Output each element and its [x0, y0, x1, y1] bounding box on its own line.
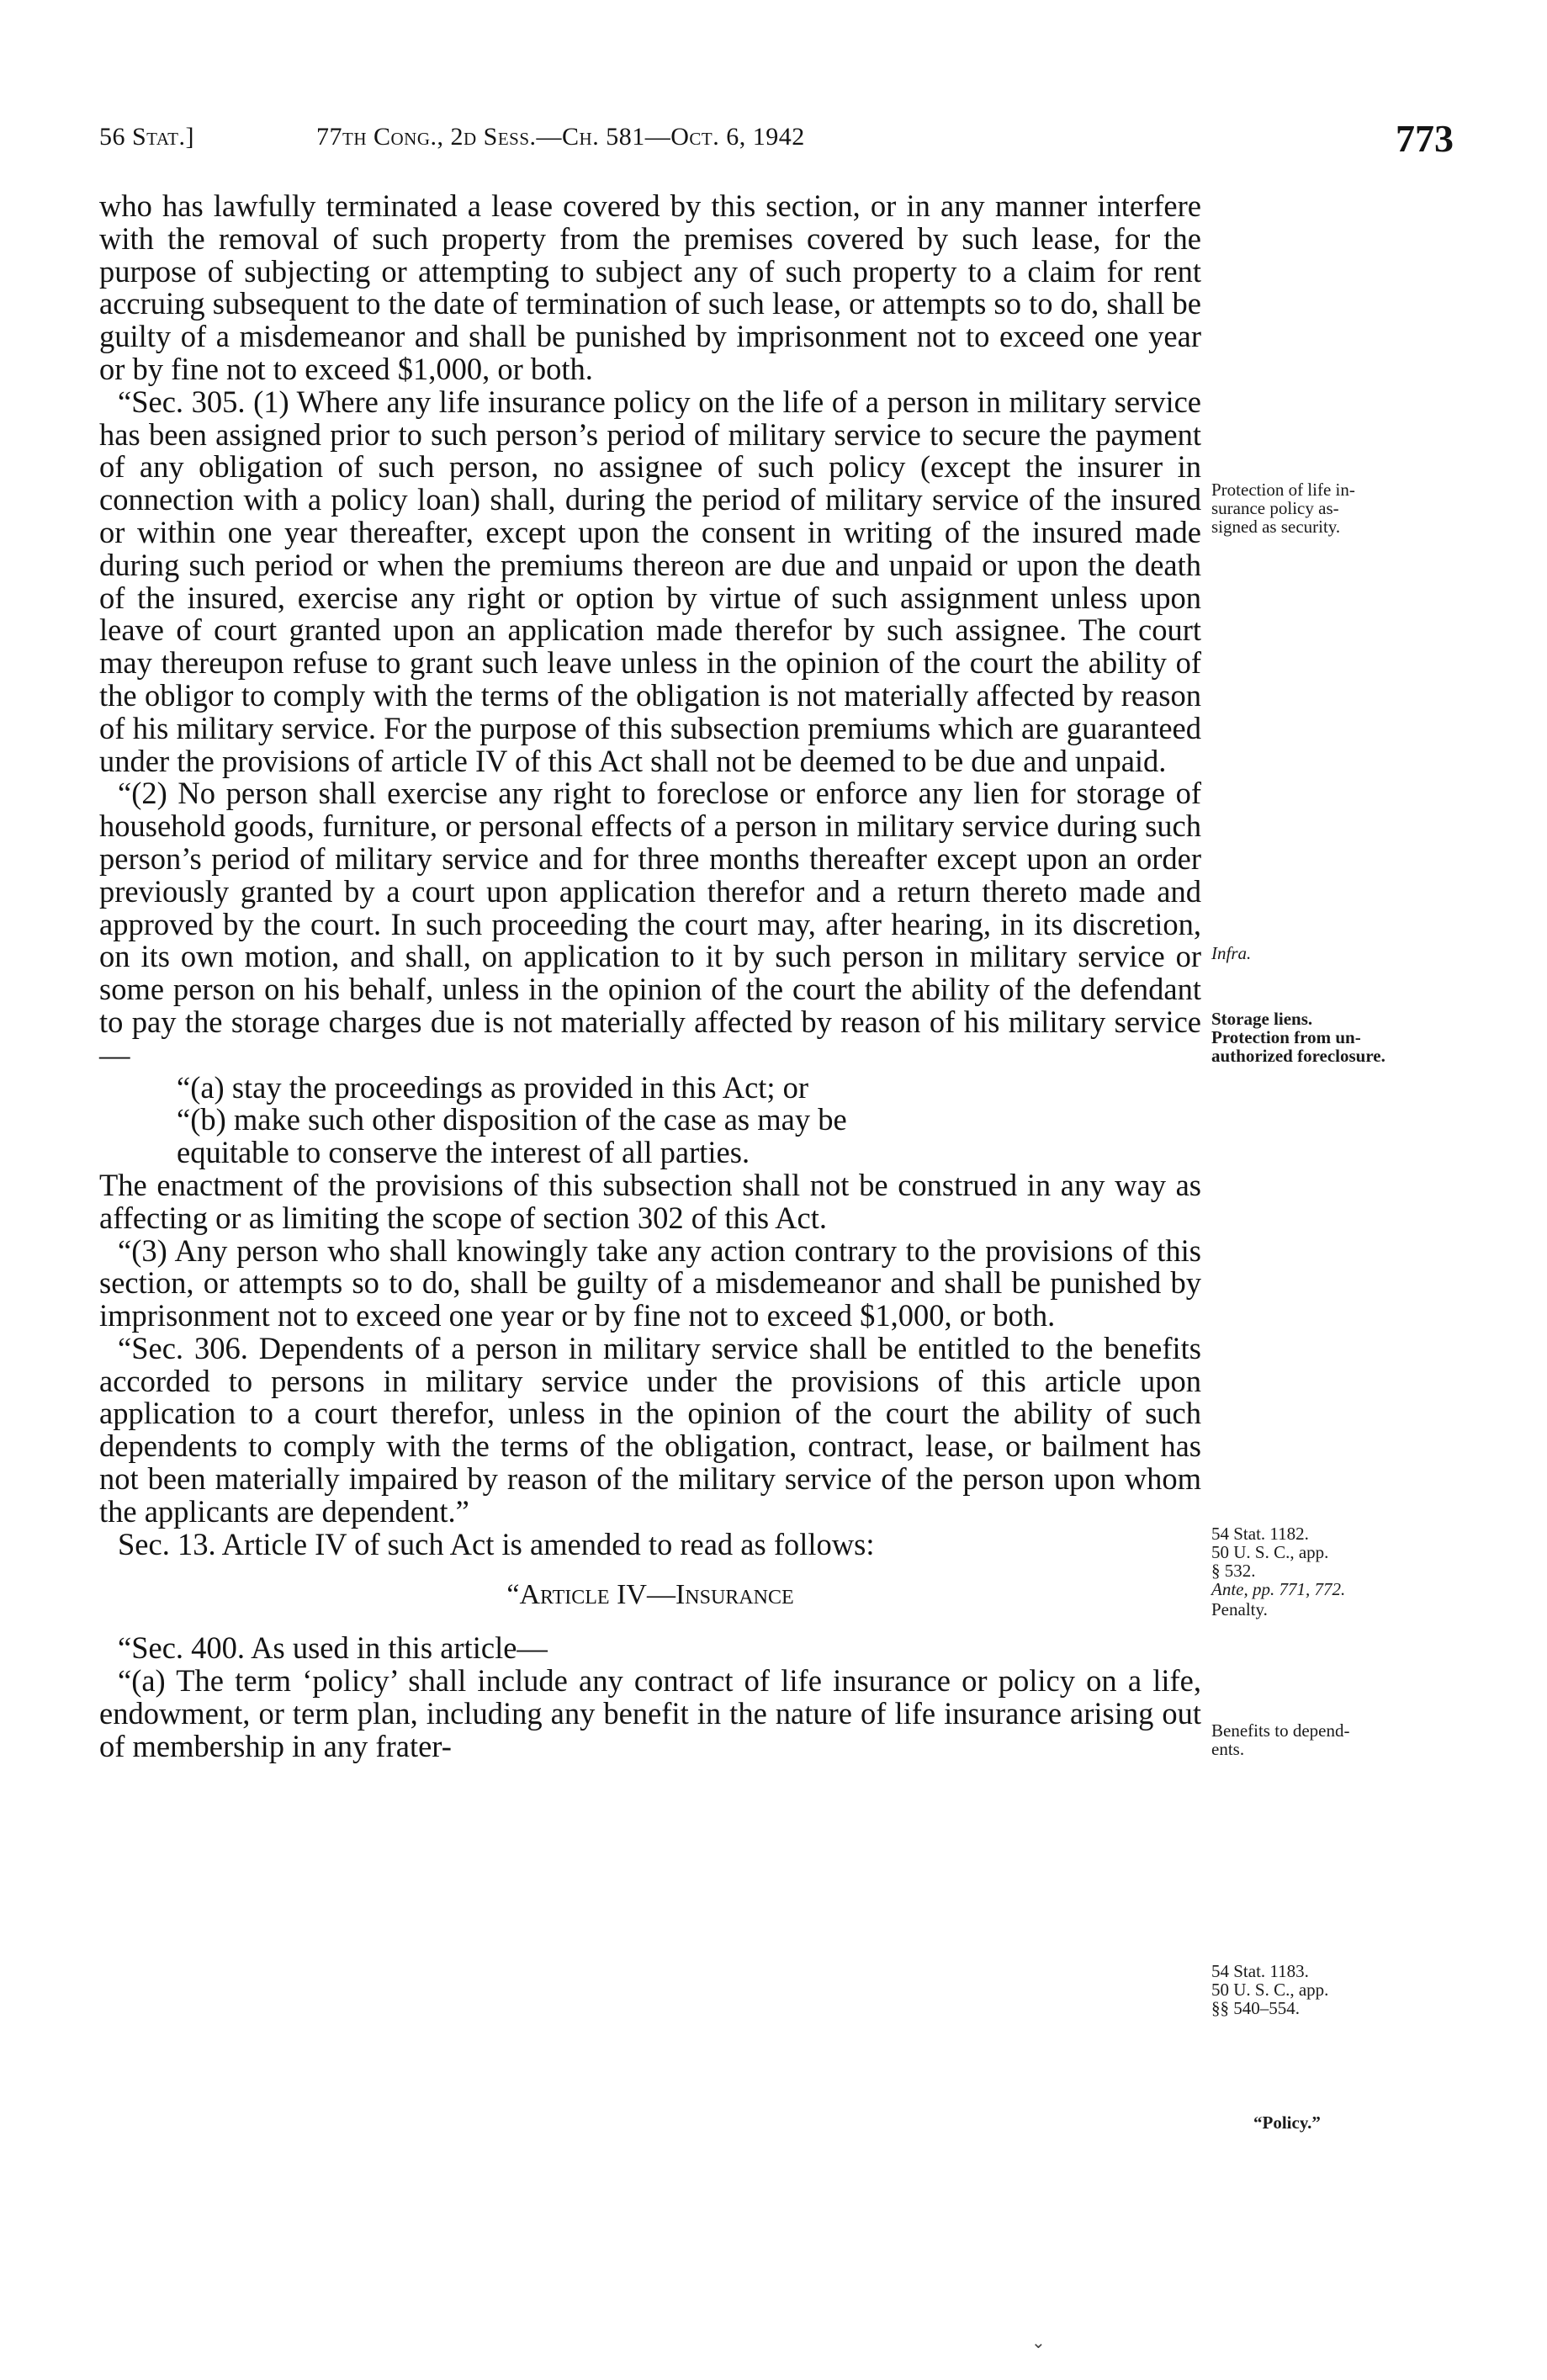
margin-note-line: § 532. [1211, 1561, 1256, 1581]
margin-note-line: 50 U. S. C., app. [1211, 1980, 1329, 2000]
margin-note-life-insurance [1211, 480, 1464, 536]
paragraph-sec-400: “Sec. 400. As used in this article— [118, 1630, 548, 1666]
paragraph-sec-306: “Sec. 306. Dependents of a person in military service shall be entitled to the benefits accorded to persons in military service under the provisions of this article upon application to a court therefor, unless in the opinion of the court the ability of such dependents to comply with the terms of the obligation, contract, lease, or bailment has not been materially impaired by reason of the military service of the person upon whom the applicants are dependent.” [99, 1330, 1201, 1529]
margin-note-storage-liens [1211, 1010, 1464, 1065]
page-header [99, 116, 1454, 167]
article-iv-heading: “Article IV—Insurance [506, 1579, 794, 1611]
paragraph-policy-definition: “(a) The term ‘policy’ shall include any contract of life insurance or policy on a life, endowment, or term plan, including any benefit in the nature of life insurance arising out of membership in any frater- [99, 1663, 1201, 1763]
page-number: 773 [1396, 117, 1454, 160]
margin-note-benefits-dependents [1211, 1721, 1464, 1758]
paragraph-lease-penalty: who has lawfully terminated a lease covered by this section, or in any manner interfere with the removal of such property from the premises covered by such lease, for the purpose of subjecting or attempting to subject any of such property to a claim for rent accruing subsequent to the date of termination of such lease, or attempts so to do, shall be guilty of a misdemeanor and shall be punished by imprisonment not to exceed one year or by fine not to exceed $1,000, or both. [99, 188, 1201, 386]
margin-note-line: Infra. [1211, 943, 1252, 963]
margin-note-line: signed as security. [1211, 517, 1341, 537]
margin-note-line: authorized foreclosure. [1211, 1046, 1385, 1066]
margin-note-line: 54 Stat. 1182. [1211, 1524, 1309, 1544]
clause-b-continuation: equitable to conserve the interest of all parties. [177, 1135, 750, 1170]
margin-note-line: Penalty. [1211, 1599, 1268, 1619]
margin-note-line: 54 Stat. 1183. [1211, 1961, 1309, 1981]
paragraph-enactment: The enactment of the provisions of this subsection shall not be construed in any way as affecting or as limiting the scope of section 302 of this Act. [99, 1167, 1201, 1235]
margin-note-54-stat-1183 [1211, 1962, 1464, 2017]
margin-note-line: Storage liens. [1211, 1009, 1313, 1029]
margin-note-line: Protection of life in- [1211, 480, 1355, 500]
margin-note-line: “Policy.” [1253, 2112, 1321, 2133]
paragraph-sec-13: Sec. 13. Article IV of such Act is amended to read as follows: [118, 1526, 875, 1561]
print-mark: ⌄ [1031, 2334, 1046, 2352]
margin-note-line: ents. [1211, 1739, 1245, 1759]
paragraph-sec-305-2: “(2) No person shall exercise any right to foreclose or enforce any lien for storage of household goods, furniture, or personal effects of a person in military service during such person’s period of military service and for three months thereafter except upon an order previously granted by a court upon application therefor and a return thereto made and approved by the court. In such proceeding the court may, after hearing, in its discretion, on its own motion, and shall, on application to it by such person in military service or some person on his behalf, unless in the opinion of the court the ability of the defendant to pay the storage charges due is not materially affected by reason of his military service— [99, 776, 1201, 1072]
paragraph-sec-305-1: “Sec. 305. (1) Where any life insurance policy on the life of a person in military service has been assigned prior to such person’s period of military service to secure the payment of any obligation of such person, no assignee of such policy (except the insurer in connection with a policy loan) shall, during the period of military service of the insured or within one year thereafter, except upon the consent in writing of the insured made during such period or when the premiums thereon are due and unpaid or upon the death of the insured, exercise any right or option by virtue of such assignment unless upon leave of court granted upon an application made therefor by such assignee. The court may thereupon refuse to grant such leave unless in the opinion of the court the ability of the obligor to comply with the terms of the obligation is not materially affected by reason of his military service. For the purpose of this subsection premiums which are guaranteed under the provisions of article IV of this Act shall not be deemed to be due and unpaid. [99, 384, 1201, 778]
margin-note-line: Benefits to depend- [1211, 1720, 1350, 1741]
margin-note-54-stat-1182 [1211, 1524, 1464, 1598]
margin-note-policy [1253, 2113, 1506, 2132]
clause-a-stay: “(a) stay the proceedings as provided in this Act; or [177, 1069, 809, 1105]
statute-body [99, 190, 1201, 1762]
margin-note-line: 50 U. S. C., app. [1211, 1542, 1329, 1562]
session-chapter-date: 77th Cong., 2d Sess.—Ch. 581—Oct. 6, 1942 [316, 123, 805, 151]
margin-note-infra [1211, 944, 1464, 962]
clause-b-disposition: “(b) make such other disposition of the case as may be [177, 1102, 847, 1137]
margin-note-line: Protection from un- [1211, 1027, 1361, 1047]
statute-reference: 56 Stat.] [99, 123, 194, 151]
margin-note-penalty [1211, 1600, 1464, 1619]
margin-note-line: Ante, pp. 771, 772. [1211, 1579, 1346, 1599]
paragraph-sec-305-3: “(3) Any person who shall knowingly take any action contrary to the provisions of this section, or attempts so to do, shall be guilty of a misdemeanor and shall be punished by imprisonment not to exceed one year or by fine not to exceed $1,000, or both. [99, 1232, 1201, 1333]
margin-note-line: §§ 540–554. [1211, 1998, 1300, 2018]
margin-note-line: surance policy as- [1211, 498, 1339, 518]
